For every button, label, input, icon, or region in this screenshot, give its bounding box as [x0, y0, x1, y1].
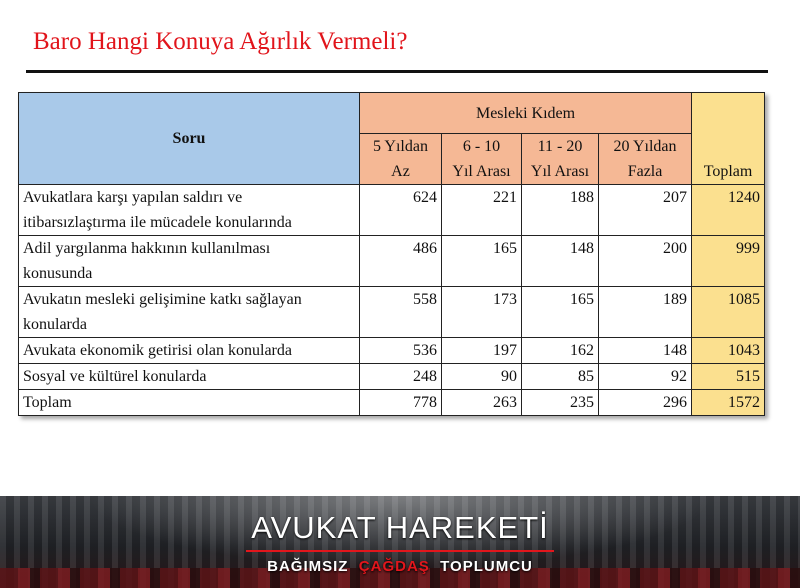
row-total: 515	[692, 364, 765, 390]
toplam-header: Toplam	[692, 93, 765, 185]
kidem-col-4	[599, 134, 692, 185]
row-value: 558	[360, 287, 442, 338]
row-value: 188	[522, 185, 599, 236]
kidem-col-3-line-2: Yıl Arası	[530, 163, 590, 180]
row-value: 296	[599, 390, 692, 416]
row-question-line: Avukata ekonomik getirisi olan konularda	[23, 342, 292, 359]
row-value: 235	[522, 390, 599, 416]
row-value: 165	[442, 236, 522, 287]
row-question-line: Toplam	[23, 394, 72, 411]
row-value: 162	[522, 338, 599, 364]
row-value: 85	[522, 364, 599, 390]
row-question-line: Avukatın mesleki gelişimine katkı sağlayan	[23, 291, 302, 308]
table-row-total	[19, 390, 765, 416]
table-row	[19, 287, 765, 338]
table-row	[19, 236, 765, 287]
row-question	[19, 364, 360, 390]
row-value: 90	[442, 364, 522, 390]
row-value: 536	[360, 338, 442, 364]
soru-header: Soru	[19, 93, 360, 185]
kidem-col-4-line-1: 20 Yıldan	[613, 138, 677, 155]
table-row	[19, 185, 765, 236]
row-value: 173	[442, 287, 522, 338]
kidem-col-1-line-1: 5 Yıldan	[373, 138, 428, 155]
logo-red-rule	[246, 550, 554, 552]
row-value: 486	[360, 236, 442, 287]
kidem-col-1	[360, 134, 442, 185]
logo-subtitle	[232, 558, 568, 575]
row-value: 197	[442, 338, 522, 364]
kidem-col-3-line-1: 11 - 20	[537, 138, 583, 155]
row-total: 1085	[692, 287, 765, 338]
row-question-line: Adil yargılanma hakkının kullanılması	[23, 240, 271, 257]
row-value: 148	[599, 338, 692, 364]
row-question	[19, 338, 360, 364]
row-total: 1572	[692, 390, 765, 416]
kidem-col-2	[442, 134, 522, 185]
table-row	[19, 338, 765, 364]
logo-sub-word-3: TOPLUMCU	[440, 558, 533, 575]
row-question-line: Avukatlara karşı yapılan saldırı ve	[23, 189, 243, 206]
row-question-line: Sosyal ve kültürel konularda	[23, 368, 207, 385]
row-value: 200	[599, 236, 692, 287]
row-value: 148	[522, 236, 599, 287]
row-value: 221	[442, 185, 522, 236]
row-value: 778	[360, 390, 442, 416]
row-question-line: itibarsızlaştırma ile mücadele konularında	[23, 214, 292, 231]
row-value: 92	[599, 364, 692, 390]
row-total: 1043	[692, 338, 765, 364]
results-table	[18, 92, 765, 416]
kidem-col-1-line-2: Az	[391, 163, 410, 180]
kidem-col-2-line-1: 6 - 10	[462, 138, 501, 155]
footer-banner	[0, 496, 800, 588]
row-value: 165	[522, 287, 599, 338]
row-question-line: konusunda	[23, 265, 93, 282]
row-value: 263	[442, 390, 522, 416]
logo-title: AVUKAT HAREKETİ	[251, 510, 549, 545]
row-value: 624	[360, 185, 442, 236]
kidem-col-4-line-2: Fazla	[627, 163, 663, 180]
row-question	[19, 185, 360, 236]
row-total: 1240	[692, 185, 765, 236]
logo-sub-word-1: BAĞIMSIZ	[267, 558, 349, 575]
row-question-line: konularda	[23, 316, 87, 333]
kidem-col-3	[522, 134, 599, 185]
title-underline	[26, 70, 768, 73]
row-value: 248	[360, 364, 442, 390]
row-value: 189	[599, 287, 692, 338]
table-row	[19, 364, 765, 390]
row-total: 999	[692, 236, 765, 287]
slide-title: Baro Hangi Konuya Ağırlık Vermeli?	[33, 28, 408, 55]
row-question	[19, 390, 360, 416]
row-question	[19, 236, 360, 287]
avukat-hareketi-logo	[232, 510, 568, 580]
kidem-col-2-line-2: Yıl Arası	[452, 163, 511, 180]
row-value: 207	[599, 185, 692, 236]
row-question	[19, 287, 360, 338]
mesleki-kidem-header: Mesleki Kıdem	[360, 93, 692, 134]
logo-sub-word-2: ÇAĞDAŞ	[358, 558, 430, 575]
